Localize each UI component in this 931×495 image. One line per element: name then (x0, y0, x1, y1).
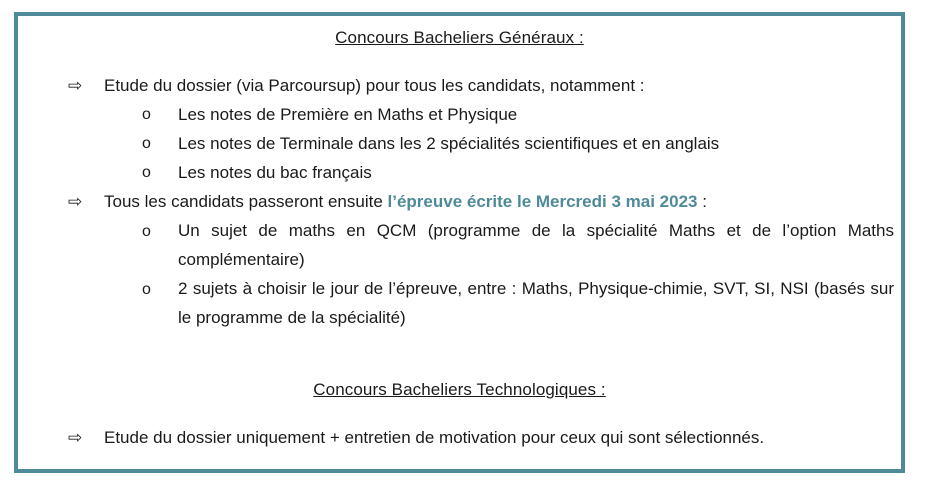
arrow-bullet-icon: ⇨ (68, 76, 83, 95)
section-title-generaux: Concours Bacheliers Généraux : (335, 28, 584, 47)
sub-item-premiere: Les notes de Première en Maths et Physique (178, 105, 518, 124)
circle-bullet: o (142, 281, 151, 298)
section-title-technologiques: Concours Bacheliers Technologiques : (313, 380, 606, 399)
arrow-bullet-icon: ⇨ (68, 192, 83, 211)
sub-item-bac-francais: Les notes du bac français (178, 163, 372, 182)
epreuve-date-highlight: l’épreuve écrite le Mercredi 3 mai 2023 (387, 192, 698, 211)
list-item-dossier: Etude du dossier (via Parcoursup) pour tous les candidats, notamment : (104, 76, 645, 95)
circle-bullet: o (142, 135, 151, 152)
sub-item-terminale: Les notes de Terminale dans les 2 spécialités scientifiques et en anglais (178, 134, 720, 153)
sub-item-qcm: Un sujet de maths en QCM (programme de la spécialité Maths et de l’option Maths complémentaire) (178, 221, 894, 269)
epreuve-text-before: Tous les candidats passeront ensuite (104, 192, 388, 211)
epreuve-text-after: : (697, 192, 707, 211)
circle-bullet: o (142, 223, 151, 240)
circle-bullet: o (142, 106, 151, 123)
content-frame (14, 12, 905, 473)
arrow-bullet-icon: ⇨ (68, 428, 83, 447)
list-item-epreuve (104, 190, 707, 213)
sub-item-deux-sujets: 2 sujets à choisir le jour de l’épreuve, entre : Maths, Physique-chimie, SVT, SI, NSI (basés sur le programme de la spécialité) (178, 279, 894, 327)
list-item-entretien: Etude du dossier uniquement + entretien de motivation pour ceux qui sont sélectionnés. (104, 428, 765, 447)
circle-bullet: o (142, 164, 151, 181)
